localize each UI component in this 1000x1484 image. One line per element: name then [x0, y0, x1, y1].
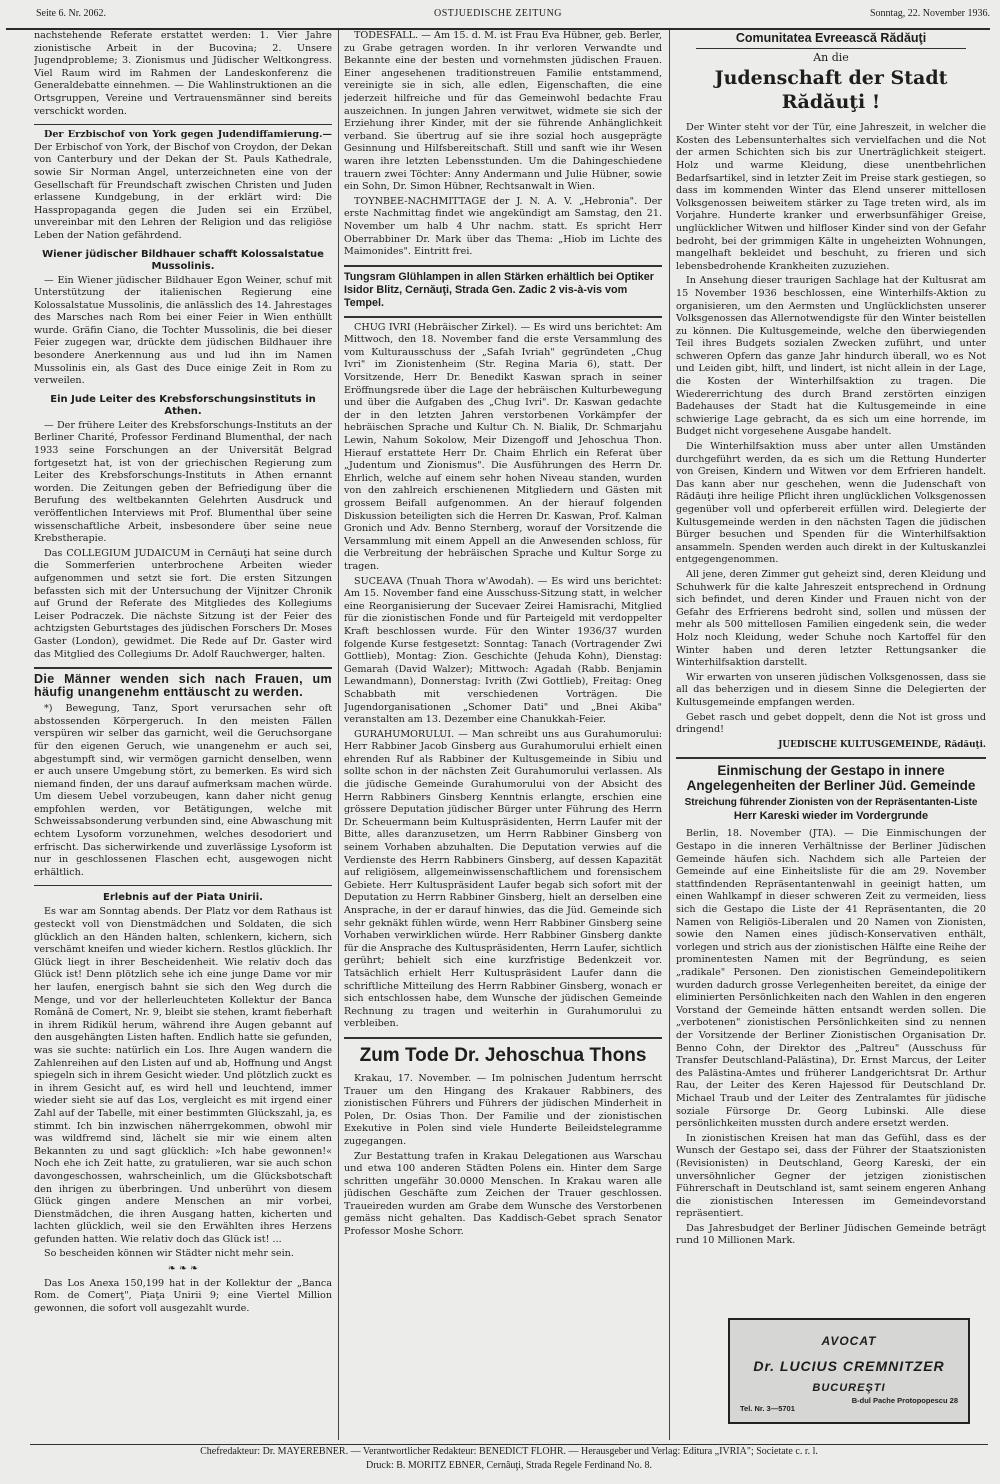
- article-subtitle: Streichung führender Zionisten von der Repräsentanten-Liste: [684, 797, 978, 809]
- article-text: So bescheiden können wir Städter nicht mehr sein.: [44, 1248, 294, 1260]
- divider: [344, 316, 662, 318]
- notice-signature: JUEDISCHE KULTUSGEMEINDE, Rădăuţi.: [778, 739, 986, 750]
- article-title: Ein Jude Leiter des Krebsforschungsinstituts in Athen.: [50, 393, 316, 417]
- article-text: Es war am Sonntag abends. Der Platz vor dem Rathaus ist gesteckt voll von Dienstmädchen und Soldaten, die sich glücklich an den Händen halten, schlenkern, kichern, sich verschämt kneifen und wieder kichern. Restlos glücklich. Ihr Glück liegt in ihrer Bescheidenheit. Wie relativ doch das Glück ist! Denn plötzlich sehe ich eine junge Dame vor mir her laufen, energisch bahnt sie sich den Weg durch die Menge, und vor der hellerleuchteten Kollektur der Banca Română de Comert, Nr. 9, bleibt sie stehen, kramt fieberhaft in ihrem Ridikül herum, während ihre Augen gebannt auf den ausgehängten Listen haften. Endlich hatte sie gefunden, was sie suchte: natürlich ein Los. Ihre Augen wandern die Zahlenreihen auf den Listen auf und ab, Hoffnung und Angst spiegeln sich in ihrem Gesicht wieder. Und plötzlich zuckt es in ihrem Gesicht auf, es wird hell und leuchtend, immer wieder sieht sie auf das Los, vergleicht es mit irgend einer Zahl auf der Tabelle, mit einer bestimmten Glückszahl, ja, es stimmt. Ich bin inzwischen näherrgekommen, obwohl mir was wildfremd sind, lächelt sie mir wie einem alten Bekannten zu und sagt glücklich: »Ich habe gewonnen!« Noch ehe ich Zeit hatte, zu gratulieren, war sie auch schon davongeschossen, wahrscheinlich, um die Glücksbotschaft den ihrigen zu überbringen. Und unberührt von diesem Glück gingen andere Menschen an mir vorbei, Dienstmädchen, die ihren Ausgang hatten, kicherten und lachten glücklich, weil sie den Erwählten ihres Herzens gefunden hatten. Wie relativ doch das Glück ist! ...: [34, 906, 332, 1245]
- notice-title: Comunitatea Evreească Rădăuţi: [696, 32, 966, 49]
- article-title: Wiener jüdischer Bildhauer schafft Kolossalstatue Mussolinis.: [42, 248, 324, 272]
- advert-tungsram: Tungsram Glühlampen in allen Stärken erhältlich bei Optiker Isidor Blitz, Cernăuţi, Strada Gen. Zadic 2 vis-à-vis vom Tempel.: [344, 270, 654, 309]
- divider: [676, 757, 986, 759]
- article-text: TOYNBEE-NACHMITTAGE der J. N. A. V. „Hebronia". Der erste Nachmittag findet wie angekündigt am Samstag, den 21. November um halb 4 Uhr nachm. statt. Es spricht Herr Oberrabbiner Dr. Mark über das Thema: „Hiob im Lichte des Maimonides". Eintritt frei.: [344, 195, 662, 258]
- advert-name: Dr. LUCIUS CREMNITZER: [753, 1358, 945, 1374]
- lawyer-advert: [728, 1318, 970, 1424]
- advert-phone: Tel. Nr. 3—5701: [740, 1404, 795, 1413]
- article-text: Zur Bestattung trafen in Krakau Delegationen aus Warschau und etwa 100 anderen Städten Polens ein. Hinter dem Sarge schritten ungefähr 30.0000 Menschen. In Krakau waren alle jüdischen Geschäfte zum Zeichen der Trauer geschlossen. Traueireden wurden am Grabe dem Wunsche des Verstorbenen gemäss nicht gehalten. Das Kaddisch-Gebet sprach Senator Professor Moshe Schorr.: [344, 1150, 662, 1238]
- notice-text: Gebet rasch und gebet doppelt, denn die Not ist gross und dringend!: [676, 711, 986, 736]
- column-right: [676, 30, 986, 1440]
- advert-line: AVOCAT: [821, 1334, 877, 1348]
- advert-title: Die Männer wenden sich nach Frauen, um häufig unangenehm enttäuscht zu werden.: [34, 672, 332, 700]
- column-middle: [344, 30, 662, 1440]
- advert-address: B-dul Pache Protopopescu 28: [851, 1396, 958, 1405]
- page-number: Seite 6. Nr. 2062.: [36, 8, 106, 19]
- divider: [34, 124, 332, 125]
- divider: [34, 667, 332, 669]
- article-text: — Der frühere Leiter des Krebsforschungs-Instituts an der Berliner Charité, Professor Ferdinand Blumenthal, der nach 1933 seine Forschungen an der Universität Belgrad fortgesetzt hat, ist von der griechischen Regierung zum Leiter des Krebsforschungs-Instituts in Athen ernannt worden. Die Zeitungen geben der Befriedigung über die Berufung des weltbekannten Gelehrten Ausdruck und veröffentlichen Interviews mit Prof. Blumenthal über seine wissenschaftliche Arbeit, insbesondere über seine neue Krebstherapie.: [34, 419, 332, 545]
- notice-text: All jene, deren Zimmer gut geheizt sind, deren Kleidung und Schuhwerk für die kalte Jahreszeit entsprechend in Ordnung sich befindet, und deren Kinder und Frauen nicht von der Gefahr des Erfrierens bedroht sind, sollen und müssen der mehr als 500 mittellosen Familien eingedenk sein, die weder Holz noch Kleidung, weder Schuhe noch Kartoffel für den Winter haben und deren letzter Rettungsanker die Winterhilfsaktion darstellt.: [676, 568, 986, 669]
- article-text: CHUG IVRI (Hebräischer Zirkel). — Es wird uns berichtet: Am Mittwoch, den 18. November fand die erste Versammlung des vom Kulturausschuss der „Safah Ivriah" gegründeten „Chug Ivri" im Zionistenheim (Str. Regina Maria 6), statt. Der Vorsitzende, Herr Dr. Benedikt Kaswan sprach in seiner Eröffnungsrede über die Lage der hebräischen Kulturbewegung und über die Aufgaben des „Chug Ivri". Dr. Kaswan gedachte der in den letzten Jahren verstorbenen Vorkämpfer der hebräischen Sprache und Kultur Ch. N. Bialik, Dr. Schmarjahu Lewin, Nahum Sokolow, Meir Dizengoff und Jehoschua Thon. Hierauf erstattete Herr Dr. Chaim Ehrlich ein Referat über „Judentum und Zionismus". Die Ausführungen des Herrn Dr. Ehrlich, welche auf einem sehr hohen Niveau standen, wurden von den zahlreich erschienenen Mitgliedern und Gästen mit grossem Beifall aufgenommen. An der hierauf folgenden Diskussion beteiligten sich die Herren Dr. Kaswan, Prof. Kalman Gronich und Adv. Benno Sternberg, worauf der Vorsitzende die Versammlung mit einem Appell an die Anwesenden schloss, für die Verbreitung der hebräischen Sprache und Kultur Sorge zu tragen.: [344, 321, 662, 572]
- article-text: TODESFALL. — Am 15. d. M. ist Frau Eva Hübner, geb. Berler, zu Grabe getragen worden. In ihr verloren Verwandte und Bekannte eine der besten und vornehmsten jüdischen Frauen. Einer angesehenen traditionstreuen Familie entstammend, vereinigte sie in sich, alle edlen, Eigenschaften, die eine jederzeit hilfreiche und für das Gemeinwohl bedachte Frau auszeichnen. In jungen Jahren verwitwet, widmete sie sich der Erziehung ihrer Kinder, mit der sie führende Anhänglichkeit verband. Sie übertrug auf sie ihre sozial hoch ausgeprägte Gesinnung und Hilfsbereitschaft. Still und sanft wie ihr Wesen waren ihre letzten Lebensstunden. Um die Dahingeschiedene trauern zwei Töchter: Anny Andermann und Julie Hübner, sowie ein Sohn, Dr. Simon Hübner, Rechtsanwalt in Wien.: [344, 30, 662, 193]
- article-text: Das COLLEGIUM JUDAICUM in Cernăuţi hat seine durch die Sommerferien unterbrochene Arbeiten wieder aufgenommen und setzt sie fort. Die ersten Sitzungen befassten sich mit der Untersuchung der Vijnitzer Chronik auf Grund der Referate des Mitgliedes des Kollegiums Leiser Podraczek. Die nächste Sitzung ist der Feier des achtzigsten Geburtstages des jüdischen Forschers Dr. Moses Gaster (London), gewidmet. Die Rede auf Dr. Gaster wird das Mitglied des Collegiums Dr. Adolf Rauchwerger, halten.: [34, 547, 332, 660]
- notice-subtitle: An die: [813, 50, 849, 64]
- notice-text: Die Winterhilfsaktion muss aber unter allen Umständen durchgeführt werden, da es sich um die Rettung Hunderter von Greisen, Kindern und Witwen vor dem Erfrieren handelt. Das kann aber nur geschehen, wenn die Judenschaft von Rădăuţi ihre heilige Pflicht ihren unglücklichen Volksgenossen gegenüber voll und opferbereit erfüllen wird. Delegierte der Kultusgemeinde werden in den nächsten Tagen die jüdischen Bürger besuchen und Spenden für die Winterhilfsaktion ansammeln. Spenden werden auch direkt in der Kultuskanzlei entgegengenommen.: [676, 441, 986, 566]
- article-text: SUCEAVA (Tnuah Thora w'Awodah). — Es wird uns berichtet: Am 15. November fand eine Ausschuss-Sitzung statt, in welcher eine Reorganisierung der Sucevaer Zeirei Hamisrachi, Mitglied für die zionistischen Fonde und für Parteigeld mit verdoppelter Kraft beschlossen wurde. Für den Winter 1936/37 wurden folgende Kurse festgesetzt: Sonntag: Tanach (Vortragender Zwi Gottlieb), Montag: Zion. Geschichte (Jehuda Kohn), Dienstag: Gemarah (David Walzer); Mittwoch: Agadah (Rabb. Benjamin Lewandmann), Donnerstag: Ivrith (Zwi Gottlieb), Freitag: Oneg Schabbath mit verschiedenen Vorträgen. Die Jugendorganisationen „Schomer Dati" und „Bnei Akiba" veranstalten am 13. Dezember eine Chanukkah-Feier.: [344, 575, 662, 726]
- column-rule: [669, 30, 670, 1440]
- article-title: Zum Tode Dr. Jehoschua Thons: [359, 1044, 647, 1066]
- article-text: In zionistischen Kreisen hat man das Gefühl, dass es der Wunsch der Gestapo sei, dass der Führer der Staatszionisten (Revisionisten) in Deutschland, Georg Kareski, der ein unversöhnlicher Gegner der jetzigen zionistischen Führerschaft in Deutschland ist, samt seinem engeren Anhang die zionistischen Interessen im Gemeindevorstand repräsentiert.: [676, 1132, 986, 1220]
- article-text: — Ein Wiener jüdischer Bildhauer Egon Weiner, schuf mit Unterstützung der italienischen Regierung eine Kolossalstatue Mussolinis, die anlässlich des 14. Jahrestages des Marsches nach Rom bei einer Feier in Wien enthüllt wurde. Gräfin Ciano, die Tochter Mussolinis, die bei dieser Feier zugegen war, drückte dem jüdischen Bildhauer ihre besondere Anerkennung aus und lud ihn im Namen Mussolinis ein, als Gast des Duce einige Zeit in Rom zu verweilen.: [34, 274, 332, 387]
- article-title: Einmischung der Gestapo in innere Angelegenheiten der Berliner Jüd. Gemeinde: [686, 763, 976, 794]
- divider: [344, 265, 662, 267]
- ornament: ❧ ❧ ❧: [167, 1263, 199, 1275]
- article-text: GURAHUMORULUI. — Man schreibt uns aus Gurahumorului: Herr Rabbiner Jacob Ginsberg aus Gurahumorului erhielt einen ehrenden Ruf als Rabbiner der Kultusgemeinde in Sibiu und sollte schon in der nächsten Zeit Gurahumorului verlassen. Als die jüdische Gemeinde Gurahumorului von der Absicht des Herrn Rabbiners Ginsberg Kenntnis erlangte, erschien eine grössere Deputation jüdischer Bürger unter Führung des Herrn Dr. Scheuermann beim Kultuspräsidenten, Herrn Laufer mit der Bitte, alles daranzusetzen, um Herrn Rabbiner Ginsberg von seinem Vorhaben abzuhalten. Die Deputation verwies auf die Verdienste des Herrn Rabbiners Ginsberg, auf dessen Kapazität auf religiösem, allgemeinwissenschaftlichem und forensischem Gebiete. Herr Kultuspräsident Laufer begab sich sofort mit der Deputation zu Herrn Rabbiner Ginsberg, hielt an derselben eine Ansprache, in der er darauf hinwies, das die Jüd. Gemeinde sich sehr geknäkt fühlen würde, wenn Herr Rabbiner Ginsberg seine Vorhaben verwirklichen würde. Herr Rabbiner Ginsberg dankte für die Ansprache des Kultuspräsidenten, Herrn Laufer, sichtlich gerührt; behielt sich eine kurzfristige Bedenkzeit vor. Tatsächlich erhielt Herr Kultuspräsident Laufer dann die schriftliche Mitteilung des Herrn Rabbiner Ginsberg, wonach er sich entschlossen habe, dem Wunsche der jüdischen Gemeinde Rechnung zu tragen und weiterhin in Gurahumorului zu verbleiben.: [344, 728, 662, 1030]
- notice-text: In Ansehung dieser traurigen Sachlage hat der Kultusrat am 15 November 1936 beschlossen, eine Winterhilfs-Aktion zu organisieren, um den Aermsten und Unglücklichsten unserer Volksgenossen das Allernotwendigste für den Winter beistellen zu können. Die Kultusgemeinde, welche den überwiegenden Teil ihres Budgets sozialen Zwecken zuführt, und unter schweren Opfern das ganze Jahr hindurch überall, wo es Not und Leiden gibt, hilft, und lindert, ist nicht allein in der Lage, die Kosten der Winterhilfsaktion zu tragen. Die Wiedererrichtung des durch Brand zerstörten einzigen Badehauses der Stadt hat die Kultusgemeinde in eine schwierige Lage gebracht, da es sich um eine horrende, im Budget nicht vorgesehene Ausgabe handelt.: [676, 275, 986, 438]
- article-text: Der Erbischof von York, der Bischof von Croydon, der Dekan von Canterbury und der Dekan der St. Pauls Kathedrale, sowie Sir Norman Angel, unterzeichneten eine von der Gesellschaft für Freundschaft zwischen Christen und Juden erlassene Kundgebung, in der erklärt wird: Die Hasspropaganda gegen die Juden sei ein Erzübel, unvereinbar mit den Lehren der Religion und das religiöse Leben der Nation gefährdend.: [34, 141, 332, 241]
- column-left: [34, 30, 332, 1440]
- divider: [34, 885, 332, 886]
- advert-text: *) Bewegung, Tanz, Sport verursachen sehr oft abstossenden Körpergeruch. In den meisten Fällen verspüren wir selber das garnicht, weil die Geruchsorgane für den eigenen Geruch, wie unangenehm er auch sei, abgestumpft sind, wir vermögen garnicht denselben, wenn er auch unsere Umgebung stört, zu bemerken. Es wird sich niemand finden, der uns darauf aufmerksam machen würde. Um diesem Uebel vorzubeugen, kann daher nicht genug empfohlen werden, vor Betätigungen, welche mit Schweissabsonderung verbunden sind, eine Abwaschung mit echtem Lysoform vorzunehmen, welches desodoriert und erfrischt. Das sicherwirkende und zuverlässige Lysoform ist nur in geschlossenen Flaschen echt, ausgewogen nicht erhältlich.: [34, 703, 332, 878]
- issue-date: Sonntag, 22. November 1936.: [870, 8, 990, 19]
- divider: [344, 1037, 662, 1039]
- article-text: nachstehende Referate erstattet werden: 1. Vier Jahre zionistische Arbeit in der Bucovina; 2. Unsere Jugendprobleme; 3. Zionismus und Jüdischer Weltkongress. Viel Raum wird im Rahmen der Landeskonferenz die Generaldebatte einnehmen. — Die Wahlinstruktionen an die Ortsgruppen, Vereine und Vertrauensmänner sind bereits verschickt worden.: [34, 30, 332, 117]
- article-york: [34, 129, 332, 242]
- newspaper-title: OSTJUEDISCHE ZEITUNG: [433, 8, 563, 19]
- notice-heading: Judenschaft der Stadt Rădăuţi !: [714, 67, 948, 114]
- article-text: Das Jahresbudget der Berliner Jüdischen Gemeinde beträgt rund 10 Millionen Mark.: [676, 1222, 986, 1247]
- article-subtitle: Herr Kareski wieder im Vordergrunde: [733, 809, 929, 822]
- page-footer: [30, 1444, 988, 1481]
- article-text: Das Los Anexa 150,199 hat in der Kollektur der „Banca Rom. de Comerţ", Piaţa Unirii 9; eine Viertel Million gewonnen, die sofort voll ausgezahlt wurde.: [34, 1277, 332, 1314]
- article-text: Krakau, 17. November. — Im polnischen Judentum herrscht Trauer um den Hingang des Krakauer Rabbiners, des zionistischen Führers und Führers der jüdischen Minderheit in Polen, Dr. Osias Thon. Der Familie und der zionistischen Exekutive in Polen sind viele Hunderte Beileidstelegramme zugegangen.: [344, 1072, 662, 1147]
- notice-text: Wir erwarten von unseren jüdischen Volksgenossen, dass sie all das beherzigen und in diesem Sinne die Delegierten der Kultusgemeinde empfangen werden.: [676, 671, 986, 708]
- article-title: Der Erzbischof von York gegen Judendiffamierung.—: [44, 129, 332, 141]
- article-title: Erlebnis auf der Piata Unirii.: [103, 892, 263, 904]
- advert-city: BUCUREŞTI: [812, 1382, 886, 1394]
- notice-text: Der Winter steht vor der Tür, eine Jahreszeit, in welcher die Kosten des Lebensunterhaltes sich vervielfachen und die Not der armen Schichten sich bis zur Unerträglichkeit steigert. Holz und warme Kleidung, diese unentbehrlichen Bedarfsartikel, sind in letzter Zeit im Preise stark gestiegen, so dass im kommenden Winter das Elend unserer mittellosen Volksgenossen beiweitem stärker zu Tage treten wird, als im Vorjahre. Hunderte kranker und erwerbsunfähiger Greise, unglücklicher Witwen und hilfloser Kinder sind von der Gefahr bedroht, bei der grimmigen Kälte in ungeheizten Wohnungen, mangelhaft bekleidet und beschuht, zu frieren und sich lebensbedrohende Krankheiten zuzuziehen.: [676, 122, 986, 272]
- imprint-line: Chefredakteur: Dr. MAYEREBNER. — Verantwortlicher Redakteur: BENEDICT FLOHR. — Herausgeber und Verlag: Editura „IVRIA"; Societate c. r. l.: [200, 1446, 818, 1457]
- page-header: [6, 4, 990, 30]
- article-text: Berlin, 18. November (JTA). — Die Einmischungen der Gestapo in die inneren Verhältnisse der Berliner Jüdischen Gemeinde häufen sich. Nachdem sich alle Parteien der Gemeinde auf eine Einheitsliste für die am 29. November stattfindenden Repräsentantenwahl in geeinigt hatten, um einen Wahlkampf in dieser schweren Zeit zu vermeiden, liess sich die Gestapo die Liste der 41 Repräsentanten, die 20 Namen von Religiös-Liberalen und 20 Namen von Zionisten, sowie den Namen eines jüdisch-Konservativen enthält, vorlegen und strich aus der zionistischen Hälfte eine Reihe der prominentesten Namen mit der Begründung, es seien „radikale" Personen. Den zionistischen Gemeindepolitikern wurden dadurch grosse Verlegenheiten bereitet, da einige der eliminierten Persönlichkeiten nach den Wahlen in den engeren Vorstand der Gemeinde hätten entsandt werden sollen. Die „verbotenen" zionistischen Persönlichkeiten sind zu nennen der Vorsitzende der Berliner Zionistischen Organisation Dr. Benno Cohn, der Direktor des „Paltreu" (Ausschuss für Transfer Deutschland-Palästina), Dr. Ernst Marcus, der Leiter des Palästina-Amtes und früherer Landgerichtsrat Dr. Arthur Rau, der Leiter des Keren Hajessod für Deutschland Dr. Michael Traub und der Leiter des Zentralamtes für jüdische soziale Fürsorge Dr. Georg Lubinski. Alle diese persönlichkeiten mussten durch andere ersetzt werden.: [676, 828, 986, 1130]
- column-rule: [338, 30, 339, 1440]
- imprint-line: Druck: B. MORITZ EBNER, Cernăuţi, Strada Regele Ferdinand No. 8.: [365, 1460, 653, 1471]
